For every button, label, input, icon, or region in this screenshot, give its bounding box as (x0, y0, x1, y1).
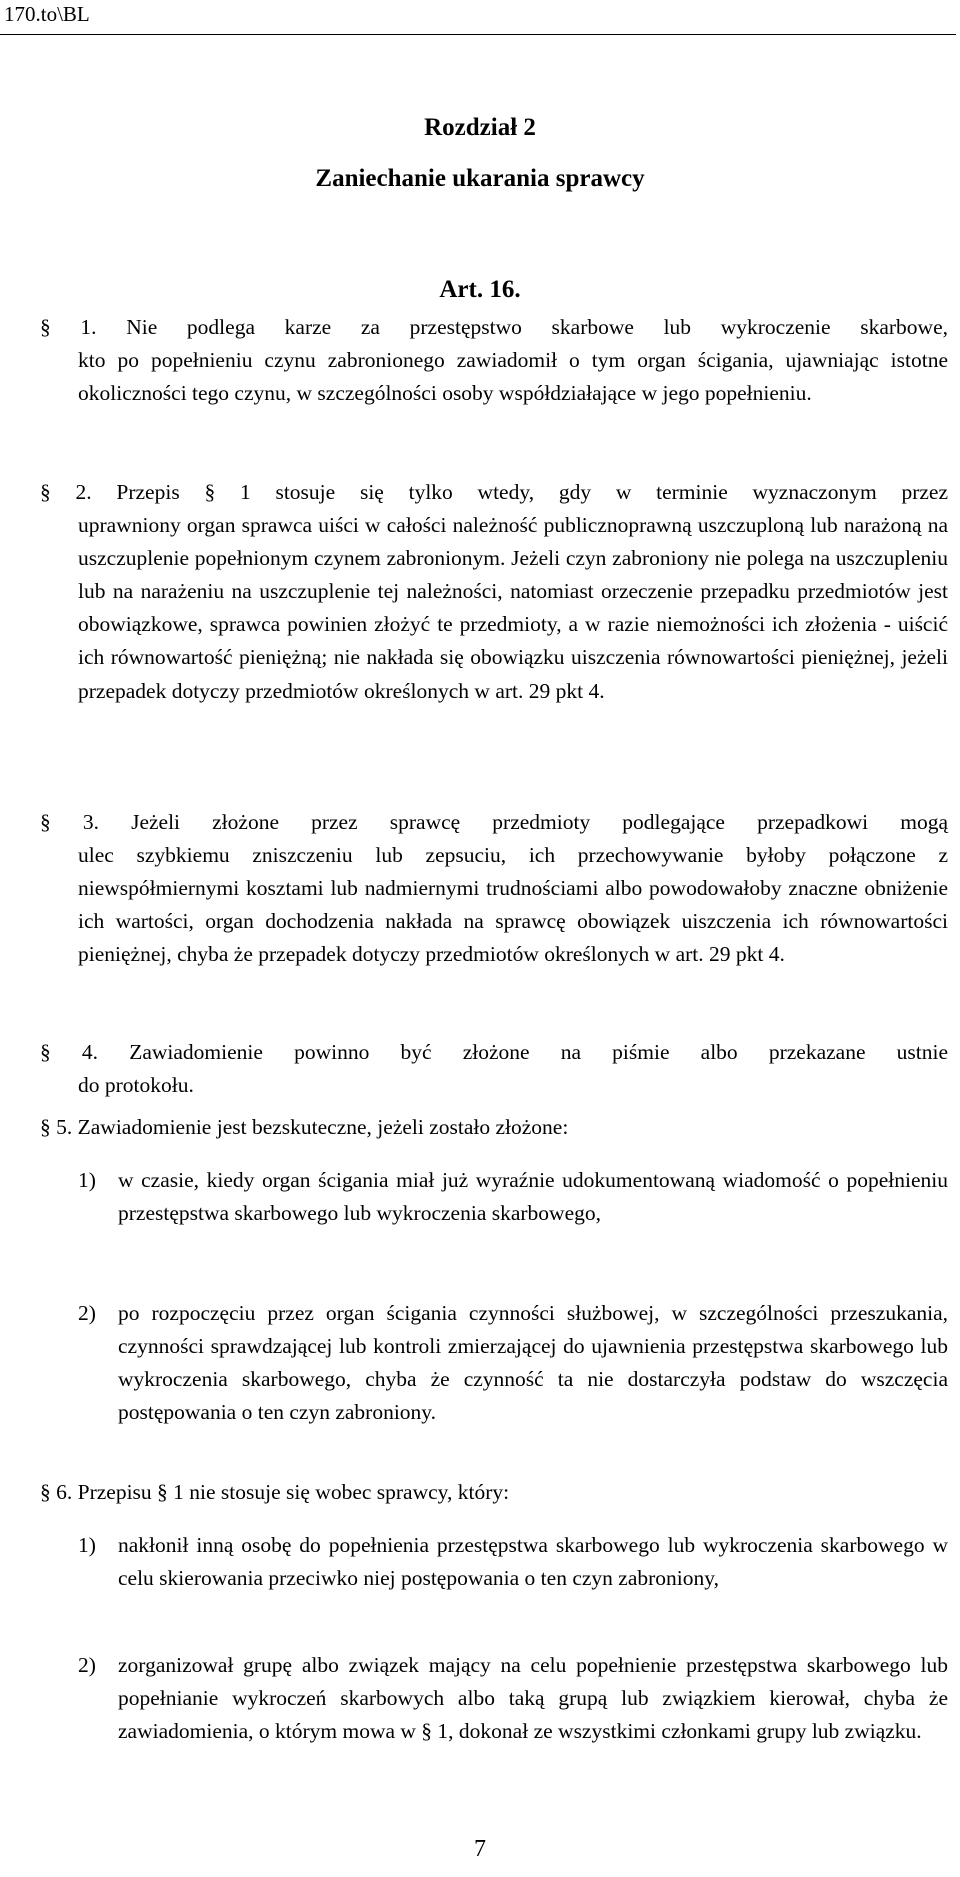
paragraph-5-item-1 (78, 1164, 948, 1230)
paragraph-6-first-line (40, 1476, 948, 1509)
article-heading: Art. 16. (439, 276, 521, 303)
paragraph-2 (40, 476, 948, 708)
paragraph-6 (40, 1476, 948, 1509)
item-text: po rozpoczęciu przez organ ścigania czynności służbowej, w szczególności przeszukania, czynności sprawdzającej lub kontroli zmierzającej do ujawnienia przestępstwa skarbowego lub wykroczenia skarbowego, chyba że czynność ta nie dostarczyła podstaw do wszczęcia postępowania o ten czyn zabroniony. (118, 1301, 948, 1425)
paragraph-5-item-2 (78, 1297, 948, 1429)
paragraph-6-item-1 (78, 1529, 948, 1595)
paragraph-2-lead: 2. Przepis § 1 stosuje się tylko wtedy, gdy w terminie wyznaczonym przez (75, 480, 948, 504)
paragraph-3-first-line (40, 806, 948, 839)
paragraph-4-lead: 4. Zawiadomienie powinno być złożone na piśmie albo przekazane ustnie (81, 1040, 949, 1064)
paragraph-4-body: do protokołu. (78, 1073, 194, 1098)
paragraph-4-first-line (40, 1036, 948, 1069)
chapter-title: Zaniechanie ukarania sprawcy (315, 165, 645, 192)
section-mark: § (40, 1040, 51, 1064)
paragraph-4 (40, 1036, 948, 1102)
chapter-number: Rozdział 2 (424, 114, 536, 141)
paragraph-1 (40, 311, 948, 410)
item-label: 2) (78, 1301, 96, 1325)
paragraph-1-body: kto po popełnieniu czynu zabronionego zawiadomił o tym organ ścigania, ujawniając istotne okoliczności tego czynu, w szczególności osoby współdziałające w jego popełnieniu. (78, 348, 948, 406)
paragraph-5-first-line (40, 1111, 948, 1144)
item-text: zorganizował grupę albo związek mający na celu popełnienie przestępstwa skarbowego lub popełnianie wykroczeń skarbowych albo taką grupą lub związkiem kierował, chyba że zawiadomienia, o którym mowa w § 1, dokonał ze wszystkimi członkami grupy lub związku. (118, 1653, 948, 1744)
paragraph-2-body: uprawniony organ sprawca uiści w całości należność publicznoprawną uszczuploną lub narażoną na uszczuplenie popełnionym czynem zabronionym. Jeżeli czyn zabroniony nie polega na uszczupleniu lub na narażeniu na uszczuplenie tej należności, natomiast orzeczenie przepadku przedmiotów jest obowiązkowe, sprawca powinien złożyć te przedmioty, a w razie niemożności ich złożenia - uiścić ich równowartość pieniężną; nie nakłada się obowiązku uiszczenia równowartości pieniężnej, jeżeli przepadek dotyczy przedmiotów określonych w art. 29 pkt 4. (78, 513, 948, 703)
item-label: 2) (78, 1653, 96, 1677)
section-mark: § (40, 1480, 51, 1504)
paragraph-5-lead: 5. Zawiadomienie jest bezskuteczne, jeżeli zostało złożone: (56, 1115, 569, 1139)
header-divider (0, 34, 956, 35)
paragraph-1-first-line (40, 311, 948, 344)
section-mark: § (40, 810, 51, 834)
paragraph-6-item-2 (78, 1649, 948, 1748)
paragraph-2-first-line (40, 476, 948, 509)
paragraph-5 (40, 1111, 948, 1144)
paragraph-3-lead: 3. Jeżeli złożone przez sprawcę przedmioty podlegające przepadkowi mogą (82, 810, 948, 834)
item-label: 1) (78, 1168, 96, 1192)
paragraph-3 (40, 806, 948, 971)
item-text: w czasie, kiedy organ ścigania miał już wyraźnie udokumentowaną wiadomość o popełnieniu przestępstwa skarbowego lub wykroczenia skarbowego, (118, 1168, 948, 1226)
item-text: nakłonił inną osobę do popełnienia przestępstwa skarbowego lub wykroczenia skarbowego w celu skierowania przeciwko niej postępowania o ten czyn zabroniony, (118, 1533, 948, 1591)
document-reference: 170.to\BL (4, 2, 90, 26)
paragraph-1-lead: 1. Nie podlega karze za przestępstwo skarbowe lub wykroczenie skarbowe, (80, 315, 948, 339)
page-number: 7 (474, 1836, 486, 1862)
item-label: 1) (78, 1533, 96, 1557)
section-mark: § (40, 1115, 51, 1139)
paragraph-3-body: ulec szybkiemu zniszczeniu lub zepsuciu, ich przechowywanie byłoby połączone z niewspółmiernymi kosztami lub nadmiernymi trudnościami albo powodowałoby znaczne obniżenie ich wartości, organ dochodzenia nakłada na sprawcę obowiązek uiszczenia ich równowartości pieniężnej, chyba że przepadek dotyczy przedmiotów określonych w art. 29 pkt 4. (78, 843, 948, 967)
section-mark: § (40, 480, 51, 504)
section-mark: § (40, 315, 51, 339)
paragraph-6-lead: 6. Przepisu § 1 nie stosuje się wobec sprawcy, który: (56, 1480, 510, 1504)
